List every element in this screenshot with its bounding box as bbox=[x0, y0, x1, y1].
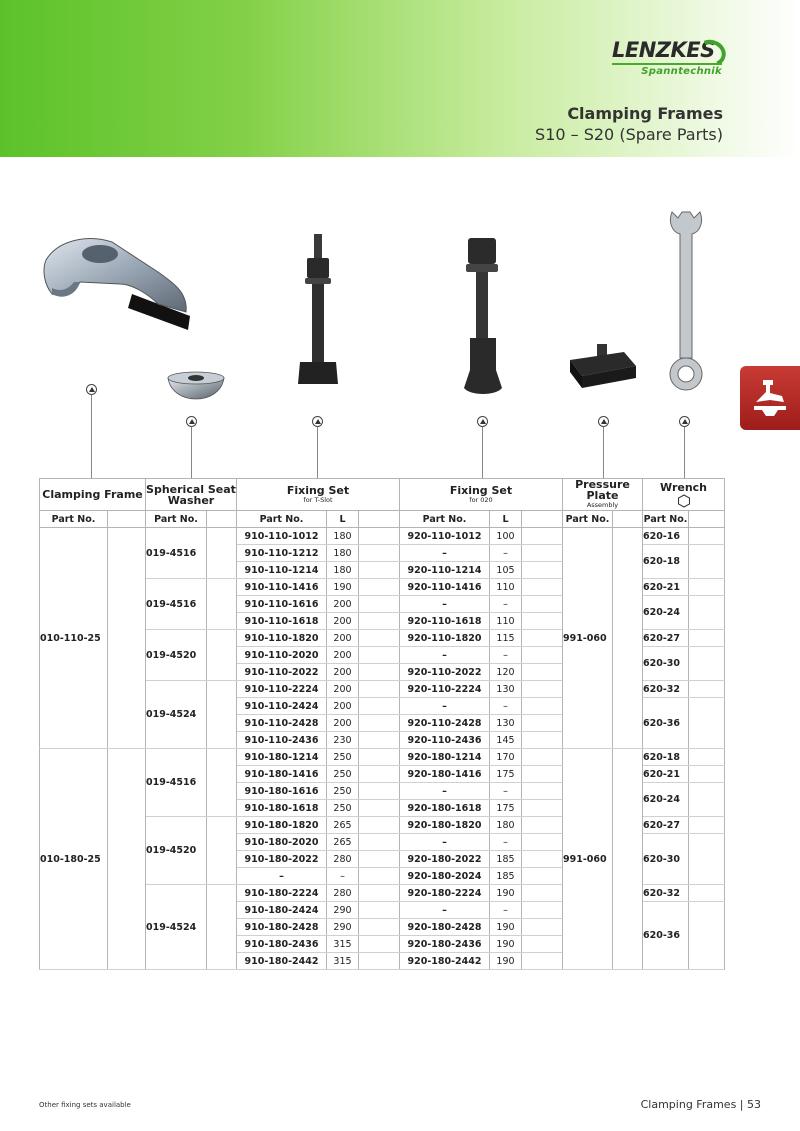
o20-length-cell: 130 bbox=[490, 715, 522, 732]
table-row bbox=[40, 749, 725, 766]
plate-part-cell: 991-060 bbox=[563, 528, 613, 749]
blank-header bbox=[522, 511, 563, 528]
clamp-tab-icon bbox=[752, 378, 788, 418]
o20-length-cell: 180 bbox=[490, 817, 522, 834]
empty-cell bbox=[689, 545, 725, 579]
washer-part-cell: 019-4524 bbox=[146, 681, 207, 749]
o20-length-cell: 190 bbox=[490, 936, 522, 953]
o20-part-cell: – bbox=[400, 902, 490, 919]
empty-cell bbox=[207, 817, 237, 885]
empty-cell bbox=[359, 732, 400, 749]
wrench-image bbox=[666, 208, 706, 394]
empty-cell bbox=[359, 800, 400, 817]
o20-part-cell: 920-180-2024 bbox=[400, 868, 490, 885]
page-title: Clamping Frames bbox=[567, 104, 723, 123]
empty-cell bbox=[359, 630, 400, 647]
o20-part-cell: 920-110-2436 bbox=[400, 732, 490, 749]
header-banner bbox=[0, 0, 800, 157]
wrench-part-cell: 620-36 bbox=[643, 698, 689, 749]
empty-cell bbox=[522, 919, 563, 936]
tslot-part-cell: 910-180-1618 bbox=[237, 800, 327, 817]
empty-cell bbox=[207, 885, 237, 970]
washer-part-cell: 019-4516 bbox=[146, 749, 207, 817]
marker-020-icon bbox=[477, 416, 488, 427]
tslot-length-cell: 265 bbox=[327, 834, 359, 851]
o20-part-cell: 920-110-1416 bbox=[400, 579, 490, 596]
tslot-part-cell: 910-110-2022 bbox=[237, 664, 327, 681]
empty-cell bbox=[522, 647, 563, 664]
pressure-plate-image bbox=[566, 342, 638, 392]
tslot-length-cell: 180 bbox=[327, 545, 359, 562]
washer-part-cell: 019-4516 bbox=[146, 528, 207, 579]
empty-cell bbox=[689, 817, 725, 834]
o20-part-cell: 920-110-1618 bbox=[400, 613, 490, 630]
empty-cell bbox=[522, 613, 563, 630]
part-no-header: Part No. bbox=[400, 511, 490, 528]
empty-cell bbox=[359, 749, 400, 766]
empty-cell bbox=[359, 936, 400, 953]
wrench-part-cell: 620-18 bbox=[643, 545, 689, 579]
o20-length-cell: 170 bbox=[490, 749, 522, 766]
empty-cell bbox=[689, 528, 725, 545]
o20-length-cell: 120 bbox=[490, 664, 522, 681]
o20-part-cell: – bbox=[400, 834, 490, 851]
o20-part-cell: 920-180-2022 bbox=[400, 851, 490, 868]
empty-cell bbox=[522, 749, 563, 766]
tslot-part-cell: 910-180-1214 bbox=[237, 749, 327, 766]
leader-line-020 bbox=[482, 427, 483, 478]
o20-part-cell: 920-110-2224 bbox=[400, 681, 490, 698]
o20-length-cell: 145 bbox=[490, 732, 522, 749]
tslot-part-cell: 910-110-2020 bbox=[237, 647, 327, 664]
washer-part-cell: 019-4520 bbox=[146, 817, 207, 885]
tslot-part-cell: 910-180-2020 bbox=[237, 834, 327, 851]
tslot-length-cell: 180 bbox=[327, 528, 359, 545]
empty-cell bbox=[689, 698, 725, 749]
o20-length-cell: 100 bbox=[490, 528, 522, 545]
wrench-part-cell: 620-16 bbox=[643, 528, 689, 545]
empty-cell bbox=[359, 647, 400, 664]
o20-length-cell: 175 bbox=[490, 800, 522, 817]
o20-part-cell: 920-110-2022 bbox=[400, 664, 490, 681]
blank-header bbox=[207, 511, 237, 528]
col-seat-washer bbox=[146, 479, 237, 511]
col-clamping-frame bbox=[40, 479, 146, 511]
empty-cell bbox=[689, 834, 725, 885]
empty-cell bbox=[108, 749, 146, 970]
empty-cell bbox=[613, 749, 643, 970]
o20-length-cell: 190 bbox=[490, 885, 522, 902]
footer-section: Clamping Frames bbox=[640, 1098, 737, 1111]
tslot-part-cell: 910-180-2428 bbox=[237, 919, 327, 936]
tslot-length-cell: 315 bbox=[327, 936, 359, 953]
empty-cell bbox=[359, 681, 400, 698]
o20-part-cell: 920-110-2428 bbox=[400, 715, 490, 732]
col-title: Fixing Set bbox=[449, 483, 513, 497]
tslot-part-cell: 910-180-2022 bbox=[237, 851, 327, 868]
table-subheader-row bbox=[40, 511, 725, 528]
empty-cell bbox=[522, 953, 563, 970]
empty-cell bbox=[207, 749, 237, 817]
o20-length-cell: – bbox=[490, 783, 522, 800]
col-title: Fixing Set bbox=[286, 483, 350, 497]
empty-cell bbox=[359, 919, 400, 936]
tslot-part-cell: – bbox=[237, 868, 327, 885]
empty-cell bbox=[522, 545, 563, 562]
frame-part-cell: 010-180-25 bbox=[40, 749, 108, 970]
clamping-frame-image bbox=[40, 232, 195, 337]
seat-washer-image bbox=[165, 370, 227, 400]
wrench-part-cell: 620-24 bbox=[643, 596, 689, 630]
empty-cell bbox=[108, 528, 146, 749]
part-no-header: Part No. bbox=[643, 511, 689, 528]
tslot-length-cell: 315 bbox=[327, 953, 359, 970]
brand-tagline: Spanntechnik bbox=[641, 66, 722, 77]
empty-cell bbox=[207, 630, 237, 681]
empty-cell bbox=[522, 766, 563, 783]
o20-length-cell: 190 bbox=[490, 953, 522, 970]
empty-cell bbox=[359, 766, 400, 783]
tslot-length-cell: 180 bbox=[327, 562, 359, 579]
empty-cell bbox=[689, 630, 725, 647]
leader-line-frame bbox=[91, 395, 92, 478]
empty-cell bbox=[207, 579, 237, 630]
tslot-part-cell: 910-110-2424 bbox=[237, 698, 327, 715]
o20-part-cell: – bbox=[400, 698, 490, 715]
empty-cell bbox=[689, 647, 725, 681]
empty-cell bbox=[207, 681, 237, 749]
empty-cell bbox=[522, 579, 563, 596]
leader-line-plate bbox=[603, 427, 604, 478]
page-subtitle: S10 – S20 (Spare Parts) bbox=[535, 125, 723, 144]
tslot-length-cell: 200 bbox=[327, 613, 359, 630]
o20-part-cell: – bbox=[400, 783, 490, 800]
logo-underline bbox=[612, 63, 722, 65]
o20-part-cell: 920-180-1214 bbox=[400, 749, 490, 766]
o20-part-cell: 920-110-1214 bbox=[400, 562, 490, 579]
empty-cell bbox=[689, 749, 725, 766]
tslot-part-cell: 910-110-1820 bbox=[237, 630, 327, 647]
empty-cell bbox=[689, 766, 725, 783]
wrench-part-cell: 620-24 bbox=[643, 783, 689, 817]
tslot-length-cell: 200 bbox=[327, 715, 359, 732]
tslot-length-cell: 280 bbox=[327, 851, 359, 868]
col-subtitle: for T-Slot bbox=[303, 495, 333, 504]
tslot-part-cell: 910-110-1012 bbox=[237, 528, 327, 545]
col-wrench bbox=[643, 479, 725, 511]
empty-cell bbox=[522, 902, 563, 919]
wrench-part-cell: 620-21 bbox=[643, 766, 689, 783]
tslot-part-cell: 910-110-1212 bbox=[237, 545, 327, 562]
footer-separator: | bbox=[736, 1098, 747, 1111]
blank-header bbox=[613, 511, 643, 528]
tslot-length-cell: 250 bbox=[327, 783, 359, 800]
empty-cell bbox=[359, 613, 400, 630]
blank-header bbox=[689, 511, 725, 528]
brand-logo bbox=[612, 38, 722, 80]
col-title: Spherical Seat Washer bbox=[146, 482, 236, 507]
marker-tslot-icon bbox=[312, 416, 323, 427]
o20-length-cell: 185 bbox=[490, 851, 522, 868]
table-header-row bbox=[40, 479, 725, 511]
o20-length-cell: 110 bbox=[490, 613, 522, 630]
empty-cell bbox=[613, 528, 643, 749]
tslot-part-cell: 910-180-2224 bbox=[237, 885, 327, 902]
wrench-part-cell: 620-32 bbox=[643, 681, 689, 698]
leader-line-washer bbox=[191, 427, 192, 478]
col-pressure-plate bbox=[563, 479, 643, 511]
empty-cell bbox=[689, 681, 725, 698]
length-header: L bbox=[327, 511, 359, 528]
empty-cell bbox=[359, 579, 400, 596]
hexagon-icon bbox=[677, 494, 691, 508]
o20-part-cell: – bbox=[400, 647, 490, 664]
wrench-part-cell: 620-27 bbox=[643, 817, 689, 834]
tslot-length-cell: 280 bbox=[327, 885, 359, 902]
col-subtitle: for 020 bbox=[469, 495, 493, 504]
empty-cell bbox=[359, 715, 400, 732]
marker-frame-icon bbox=[86, 384, 97, 395]
o20-part-cell: – bbox=[400, 545, 490, 562]
page-number: 53 bbox=[747, 1098, 761, 1111]
o20-part-cell: 920-110-1820 bbox=[400, 630, 490, 647]
empty-cell bbox=[522, 868, 563, 885]
o20-length-cell: – bbox=[490, 647, 522, 664]
tslot-part-cell: 910-110-1618 bbox=[237, 613, 327, 630]
footer-page-label bbox=[641, 1098, 761, 1111]
length-header: L bbox=[490, 511, 522, 528]
fixing-set-020-image bbox=[458, 238, 508, 398]
empty-cell bbox=[522, 630, 563, 647]
col-title: Clamping Frame bbox=[42, 488, 143, 501]
empty-cell bbox=[359, 698, 400, 715]
o20-length-cell: – bbox=[490, 902, 522, 919]
washer-part-cell: 019-4524 bbox=[146, 885, 207, 970]
empty-cell bbox=[522, 715, 563, 732]
wrench-part-cell: 620-30 bbox=[643, 647, 689, 681]
empty-cell bbox=[689, 783, 725, 817]
leader-line-tslot bbox=[317, 427, 318, 478]
empty-cell bbox=[359, 834, 400, 851]
empty-cell bbox=[522, 834, 563, 851]
tslot-length-cell: 200 bbox=[327, 664, 359, 681]
empty-cell bbox=[359, 562, 400, 579]
empty-cell bbox=[522, 681, 563, 698]
o20-part-cell: 920-180-2428 bbox=[400, 919, 490, 936]
tslot-part-cell: 910-110-1616 bbox=[237, 596, 327, 613]
empty-cell bbox=[359, 817, 400, 834]
leader-line-wrench bbox=[684, 427, 685, 478]
part-no-header: Part No. bbox=[237, 511, 327, 528]
o20-length-cell: 130 bbox=[490, 681, 522, 698]
fixing-set-tslot-image bbox=[296, 234, 340, 389]
tslot-part-cell: 910-110-2428 bbox=[237, 715, 327, 732]
wrench-part-cell: 620-30 bbox=[643, 834, 689, 885]
blank-header bbox=[108, 511, 146, 528]
tslot-length-cell: 200 bbox=[327, 698, 359, 715]
washer-part-cell: 019-4516 bbox=[146, 579, 207, 630]
empty-cell bbox=[359, 885, 400, 902]
frame-part-cell: 010-110-25 bbox=[40, 528, 108, 749]
o20-part-cell: 920-180-2224 bbox=[400, 885, 490, 902]
o20-part-cell: 920-180-1416 bbox=[400, 766, 490, 783]
tslot-length-cell: 290 bbox=[327, 919, 359, 936]
tslot-length-cell: 265 bbox=[327, 817, 359, 834]
tslot-length-cell: – bbox=[327, 868, 359, 885]
part-no-header: Part No. bbox=[563, 511, 613, 528]
tslot-length-cell: 200 bbox=[327, 647, 359, 664]
tslot-part-cell: 910-180-1616 bbox=[237, 783, 327, 800]
empty-cell bbox=[359, 868, 400, 885]
tslot-length-cell: 250 bbox=[327, 800, 359, 817]
tslot-length-cell: 230 bbox=[327, 732, 359, 749]
empty-cell bbox=[522, 851, 563, 868]
section-tab[interactable] bbox=[740, 366, 800, 430]
table-body bbox=[40, 528, 725, 970]
tslot-part-cell: 910-110-1416 bbox=[237, 579, 327, 596]
empty-cell bbox=[359, 953, 400, 970]
tslot-part-cell: 910-110-1214 bbox=[237, 562, 327, 579]
o20-length-cell: 115 bbox=[490, 630, 522, 647]
empty-cell bbox=[522, 528, 563, 545]
tslot-part-cell: 910-110-2436 bbox=[237, 732, 327, 749]
washer-part-cell: 019-4520 bbox=[146, 630, 207, 681]
o20-length-cell: – bbox=[490, 545, 522, 562]
empty-cell bbox=[522, 562, 563, 579]
tslot-length-cell: 200 bbox=[327, 630, 359, 647]
o20-length-cell: – bbox=[490, 698, 522, 715]
marker-plate-icon bbox=[598, 416, 609, 427]
empty-cell bbox=[359, 902, 400, 919]
wrench-part-cell: 620-36 bbox=[643, 902, 689, 970]
tslot-part-cell: 910-180-2424 bbox=[237, 902, 327, 919]
col-subtitle: Assembly bbox=[586, 501, 619, 509]
col-fixing-tslot bbox=[237, 479, 400, 511]
empty-cell bbox=[689, 885, 725, 902]
o20-length-cell: 110 bbox=[490, 579, 522, 596]
tslot-length-cell: 200 bbox=[327, 596, 359, 613]
empty-cell bbox=[359, 528, 400, 545]
o20-part-cell: – bbox=[400, 596, 490, 613]
o20-length-cell: 105 bbox=[490, 562, 522, 579]
tslot-length-cell: 200 bbox=[327, 681, 359, 698]
o20-length-cell: 190 bbox=[490, 919, 522, 936]
tslot-part-cell: 910-180-2436 bbox=[237, 936, 327, 953]
empty-cell bbox=[359, 596, 400, 613]
empty-cell bbox=[522, 936, 563, 953]
empty-cell bbox=[359, 664, 400, 681]
tslot-length-cell: 250 bbox=[327, 749, 359, 766]
empty-cell bbox=[359, 851, 400, 868]
tslot-length-cell: 290 bbox=[327, 902, 359, 919]
empty-cell bbox=[522, 800, 563, 817]
empty-cell bbox=[207, 528, 237, 579]
empty-cell bbox=[522, 817, 563, 834]
blank-header bbox=[359, 511, 400, 528]
tslot-part-cell: 910-180-2442 bbox=[237, 953, 327, 970]
empty-cell bbox=[359, 545, 400, 562]
brand-name: LENZKES bbox=[612, 38, 715, 62]
col-fixing-020 bbox=[400, 479, 563, 511]
table-row bbox=[40, 528, 725, 545]
empty-cell bbox=[522, 885, 563, 902]
tslot-part-cell: 910-180-1416 bbox=[237, 766, 327, 783]
tslot-length-cell: 190 bbox=[327, 579, 359, 596]
empty-cell bbox=[689, 596, 725, 630]
wrench-part-cell: 620-32 bbox=[643, 885, 689, 902]
col-title: Wrench bbox=[660, 480, 708, 494]
wrench-part-cell: 620-18 bbox=[643, 749, 689, 766]
footer-note: Other fixing sets available bbox=[39, 1101, 131, 1109]
tslot-part-cell: 910-180-1820 bbox=[237, 817, 327, 834]
empty-cell bbox=[689, 902, 725, 970]
o20-part-cell: 920-180-1618 bbox=[400, 800, 490, 817]
part-no-header: Part No. bbox=[40, 511, 108, 528]
o20-length-cell: – bbox=[490, 596, 522, 613]
empty-cell bbox=[522, 732, 563, 749]
o20-part-cell: 920-110-1012 bbox=[400, 528, 490, 545]
spare-parts-table bbox=[39, 478, 725, 970]
marker-washer-icon bbox=[186, 416, 197, 427]
part-no-header: Part No. bbox=[146, 511, 207, 528]
empty-cell bbox=[359, 783, 400, 800]
empty-cell bbox=[522, 698, 563, 715]
tslot-length-cell: 250 bbox=[327, 766, 359, 783]
o20-length-cell: 175 bbox=[490, 766, 522, 783]
col-title: Pressure Plate bbox=[575, 478, 630, 502]
empty-cell bbox=[689, 579, 725, 596]
plate-part-cell: 991-060 bbox=[563, 749, 613, 970]
o20-part-cell: 920-180-1820 bbox=[400, 817, 490, 834]
o20-part-cell: 920-180-2436 bbox=[400, 936, 490, 953]
o20-length-cell: – bbox=[490, 834, 522, 851]
o20-length-cell: 185 bbox=[490, 868, 522, 885]
empty-cell bbox=[522, 783, 563, 800]
wrench-part-cell: 620-27 bbox=[643, 630, 689, 647]
empty-cell bbox=[522, 596, 563, 613]
marker-wrench-icon bbox=[679, 416, 690, 427]
tslot-part-cell: 910-110-2224 bbox=[237, 681, 327, 698]
wrench-part-cell: 620-21 bbox=[643, 579, 689, 596]
empty-cell bbox=[522, 664, 563, 681]
o20-part-cell: 920-180-2442 bbox=[400, 953, 490, 970]
